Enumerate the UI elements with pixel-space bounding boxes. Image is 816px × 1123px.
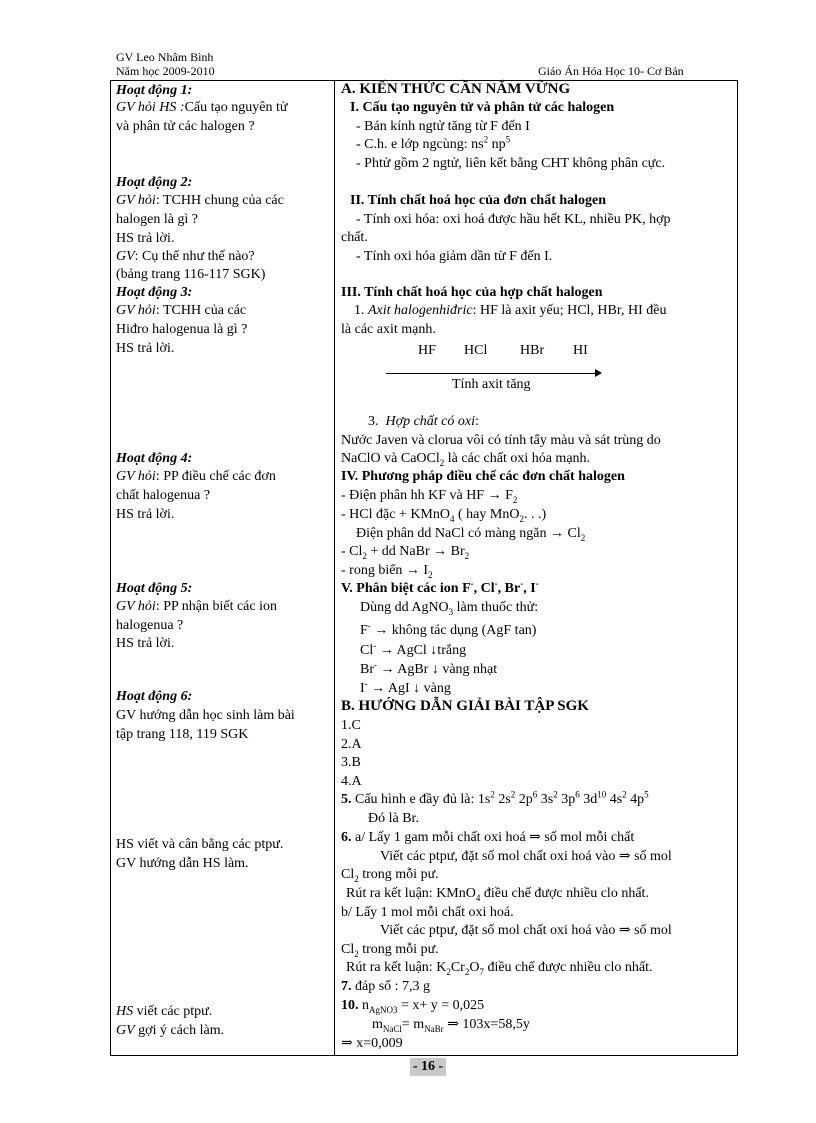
cl-text: Cl (341, 942, 355, 957)
hs-write-note: HS viết và cân bằng các ptpư. (116, 837, 284, 852)
activity-1-question-2: và phân tử các halogen ? (116, 119, 255, 134)
gv-hint (116, 1022, 224, 1039)
sup-minus: - (364, 678, 368, 689)
answer-6a (341, 829, 634, 846)
activity-3-text: : TCHH của các (155, 303, 247, 318)
v-title-text: V. Phân biệt các ion F (341, 581, 471, 596)
teacher-name: GV Leo Nhâm Bình (116, 50, 214, 64)
sup-minus: - (367, 620, 371, 631)
activity-6-text: GV hướng dẫn học sinh làm bài (116, 708, 295, 723)
sup-minus: - (374, 659, 377, 670)
activity-5-title: Hoạt động 5: (116, 581, 193, 596)
section-iii-line-3 (368, 413, 479, 430)
sub-2: 2 (512, 494, 518, 505)
section-v-cl (360, 642, 466, 659)
acid-strength-arrow (386, 373, 596, 374)
section-v-line-1 (360, 599, 538, 616)
answer-5-num: 5. (341, 792, 352, 807)
answer-10-c: ⇒ x=0,009 (341, 1036, 403, 1051)
activity-3-question-2: Hiđro halogenua là gì ? (116, 322, 248, 337)
sub-2: 2 (354, 948, 359, 959)
sub-2: 2 (464, 550, 470, 561)
cl-result: → AgCl ↓trắng (376, 643, 467, 658)
m-text: m (372, 1017, 383, 1032)
activity-2-gv (116, 248, 255, 265)
activity-2-prefix: GV hỏi (116, 193, 156, 208)
sub-2: 2 (580, 532, 586, 543)
section-a-title: A. KIẾN THỨC CẦN NẮM VỮNG (341, 81, 571, 97)
sub-3: 3 (448, 606, 454, 617)
i-result: → AgI ↓ vàng (367, 681, 451, 696)
sub-4: 4 (450, 513, 455, 524)
answer-6b-3 (341, 941, 439, 958)
acid-hf: HF (418, 343, 436, 358)
answer-5-b: Đó là Br. (368, 811, 419, 826)
activity-4-prefix: GV hỏi (116, 469, 156, 484)
plan-title: Giáo Án Hóa Học 10- Cơ Bản (538, 64, 684, 78)
answer-1: 1.C (341, 718, 361, 733)
kf-text: - Điện phân hh KF và HF → F (341, 488, 513, 503)
section-ii-line-2: - Tính oxi hóa giảm dần từ F đến I. (356, 249, 553, 264)
activity-4-text: : PP điều chế các đơn (155, 469, 276, 484)
answer-6-num: 6. (341, 830, 352, 845)
answer-7 (341, 978, 430, 995)
seaweed-text: - rong biển → I (341, 563, 429, 578)
table-column-divider (334, 80, 335, 1056)
activity-1-title: Hoạt động 1: (116, 83, 193, 98)
acid-hbr: HBr (520, 343, 545, 358)
o-text: O (469, 960, 480, 975)
section-i-title: I. Cấu tạo nguyên tử và phân tử các halogen (350, 100, 615, 115)
v-title-br: , Br (497, 581, 521, 596)
activity-1-text: Cấu tạo nguyên tử (184, 100, 288, 115)
activity-1-prefix: GV hỏi HS : (116, 100, 185, 115)
answer-6b-2: Viết các ptpư, đặt số mol chất oxi hoá vào ⇒ số mol (380, 923, 672, 938)
activity-3-title: Hoạt động 3: (116, 285, 193, 300)
activity-2-title: Hoạt động 2: (116, 175, 193, 190)
nabr-text: + dd NaBr → Br (366, 544, 465, 559)
cl-text: - Cl (341, 544, 363, 559)
sup-2: 2 (483, 134, 489, 145)
section-i-line-2 (356, 136, 510, 153)
reaction-text: trong mỗi pư. (358, 867, 439, 882)
activity-5-prefix: GV hỏi (116, 599, 156, 614)
answer-10 (341, 997, 484, 1014)
sup-minus: - (373, 640, 377, 651)
section-iii-title: III. Tính chất hoá học của hợp chất halogen (341, 285, 603, 300)
activity-2-gv-2: (bảng trang 116-117 SGK) (116, 267, 266, 282)
answer-4: 4.A (341, 774, 362, 789)
cl-ion: Cl (360, 643, 374, 658)
answer-5-text: Cấu hình e đầy đủ là: 1s (351, 792, 491, 807)
activity-2-gv-text: : Cụ thể như thế nào? (134, 249, 255, 264)
sub-7: 7 (479, 966, 484, 977)
conclusion-text: Rút ra kết luận: KMnO (346, 886, 476, 901)
sub-2: 2 (439, 457, 445, 468)
sup-minus: - (535, 578, 539, 589)
f-result: → không tác dụng (AgF tan) (370, 623, 537, 638)
activity-2-question (116, 192, 284, 209)
electron-config-text: - C.h. e lớp ngcùng: ns (356, 137, 484, 152)
school-year: Năm học 2009-2010 (116, 64, 215, 78)
section-iii-line-3b (341, 450, 590, 467)
answer-5: 5. Cấu hình e đầy đủ là: $1s^2$ $2s^2$ $2p^6$ $3s^2$ $3p^6$ $3d^{10}$ $4s^2$ $4p^5$ (341, 789, 649, 807)
electrolysis-text: Điện phân dd NaCl có màng ngăn → Cl (356, 526, 581, 541)
agno3-sub: AgNO3 (369, 1004, 398, 1015)
answer-6a-3 (341, 866, 439, 883)
activity-6-text-2: tập trang 118, 119 SGK (116, 727, 249, 742)
naclo-text: NaClO và CaOCl (341, 451, 440, 466)
section-iii-line-1 (354, 302, 666, 319)
eq-mid: = m (401, 1017, 425, 1032)
ellipsis-text: . . .) (523, 507, 547, 522)
i-ion: I (360, 681, 365, 696)
activity-5-text: : PP nhận biết các ion (155, 599, 277, 614)
activity-4-title: Hoạt động 4: (116, 451, 193, 466)
hs-prefix: HS (116, 1004, 134, 1019)
section-v-f (360, 622, 536, 639)
item-3-colon: : (475, 414, 479, 429)
section-iii-line-3a: Nước Javen và clorua vôi có tính tẩy màu và sát trùng do (341, 433, 661, 448)
section-ii-title: II. Tính chất hoá học của đơn chất halogen (350, 193, 607, 208)
hs-write-ptpu (116, 1003, 212, 1020)
sup-minus: - (494, 578, 498, 589)
activity-3-question (116, 302, 246, 319)
conclusion-rest: điều chế được nhiều clo nhất. (483, 960, 653, 975)
sup-minus: - (470, 578, 474, 589)
nacl-sub: NaCl (382, 1023, 402, 1034)
activity-3-prefix: GV hỏi (116, 303, 156, 318)
sub-2: 2 (464, 966, 470, 977)
section-b-title: B. HƯỚNG DẪN GIẢI BÀI TẬP SGK (341, 698, 589, 714)
activity-3-hs: HS trả lời. (116, 341, 175, 356)
section-iii-line-1b: là các axit mạnh. (341, 322, 436, 337)
section-iv-line-5 (341, 562, 433, 579)
answer-2: 2.A (341, 737, 362, 752)
item-1-text: : HF là axit yếu; HCl, HBr, HI đều (472, 303, 667, 318)
v-title-i: , I (523, 581, 536, 596)
section-iv-line-3 (356, 525, 585, 542)
item-1-num: 1. (354, 303, 365, 318)
nabr-sub: NaBr (424, 1023, 444, 1034)
gv-text: gợi ý cách làm. (134, 1023, 225, 1038)
section-iv-line-4 (341, 543, 469, 560)
br-result: → AgBr ↓ vàng nhạt (377, 662, 498, 677)
hcl-text: - HCl đặc + KMnO (341, 507, 450, 522)
section-v-br (360, 661, 497, 678)
reagent-text: làm thuốc thử: (453, 600, 539, 615)
activity-6-title: Hoạt động 6: (116, 689, 193, 704)
sub-2: 2 (428, 569, 433, 580)
gv-guide-note: GV hướng dẫn HS làm. (116, 856, 249, 871)
sub-4: 4 (475, 892, 481, 903)
acid-trend-label: Tính axit tăng (452, 377, 531, 392)
activity-2-gv-prefix: GV (116, 249, 135, 264)
mno-text: ( hay MnO (454, 507, 520, 522)
activity-1-question (116, 99, 287, 116)
section-v-title (341, 580, 539, 597)
f-ion: F (360, 623, 368, 638)
sup-minus: - (520, 578, 524, 589)
eq-2: ⇒ 103x=58,5y (443, 1017, 530, 1032)
section-ii-line-1b: chất. (341, 230, 368, 245)
activity-5-question-2: halogenua ? (116, 618, 184, 633)
cr-text: Cr (450, 960, 465, 975)
answer-7-num: 7. (341, 979, 352, 994)
agno3-text: Dùng dd AgNO (360, 600, 449, 615)
answer-3: 3.B (341, 755, 361, 770)
answer-7-text: đáp số : 7,3 g (351, 979, 431, 994)
eq-1: = x+ y = 0,025 (397, 998, 485, 1013)
activity-2-question-2: halogen là gì ? (116, 212, 199, 227)
section-iv-line-2 (341, 506, 546, 523)
answer-6a-4 (346, 885, 649, 902)
activity-2-text: : TCHH chung của các (155, 193, 284, 208)
page-number: - 16 - (410, 1058, 446, 1076)
item-3-name: Hợp chất có oxi (385, 414, 476, 429)
cl-text: Cl (341, 867, 355, 882)
answer-6a-text: a/ Lấy 1 gam mỗi chất oxi hoá ⇒ số mol mỗi chất (351, 830, 635, 845)
section-iv-line-1 (341, 487, 517, 504)
activity-4-question (116, 468, 276, 485)
hs-text: viết các ptpư. (133, 1004, 213, 1019)
acid-hi: HI (573, 343, 588, 358)
activity-4-question-2: chất halogenua ? (116, 488, 211, 503)
sub-2: 2 (354, 873, 359, 884)
conclusion-rest: điều chế được nhiều clo nhất. (480, 886, 649, 901)
sub-2: 2 (519, 513, 524, 524)
answer-10-b (372, 1016, 530, 1033)
section-i-line-1: - Bán kính ngtử tăng từ F đến I (356, 119, 530, 134)
answer-6b-4 (346, 959, 652, 976)
activity-5-question (116, 598, 277, 615)
answer-10-num: 10. (341, 998, 359, 1013)
activity-5-hs: HS trả lời. (116, 636, 175, 651)
sub-2: 2 (446, 966, 451, 977)
br-ion: Br (360, 662, 374, 677)
n-text: n (358, 998, 369, 1013)
activity-4-hs: HS trả lời. (116, 507, 175, 522)
item-3-num: 3. (368, 414, 379, 429)
gv-prefix: GV (116, 1023, 135, 1038)
item-1-name: Axit halogenhiđric (368, 303, 473, 318)
acid-hcl: HCl (464, 343, 488, 358)
section-v-i (360, 680, 451, 697)
section-iv-title: IV. Phương pháp điều chế các đơn chất halogen (341, 469, 625, 484)
reaction-text: trong mỗi pư. (358, 942, 439, 957)
activity-2-hs: HS trả lời. (116, 231, 175, 246)
section-ii-line-1: - Tính oxi hóa: oxi hoá được hầu hết KL, nhiều PK, hợp (356, 212, 671, 227)
sub-2: 2 (362, 550, 367, 561)
sup-5: 5 (505, 134, 511, 145)
conclusion-text: Rút ra kết luận: K (346, 960, 447, 975)
v-title-cl: , Cl (473, 581, 495, 596)
answer-6a-2: Viết các ptpư, đặt số mol chất oxi hoá vào ⇒ số mol (380, 849, 672, 864)
answer-6b: b/ Lấy 1 mol mỗi chất oxi hoá. (341, 905, 514, 920)
oxidizer-text: là các chất oxi hóa mạnh. (444, 451, 591, 466)
np-text: np (488, 137, 506, 152)
section-i-line-3: - Phtử gồm 2 ngtử, liên kết bằng CHT không phân cực. (356, 156, 666, 171)
